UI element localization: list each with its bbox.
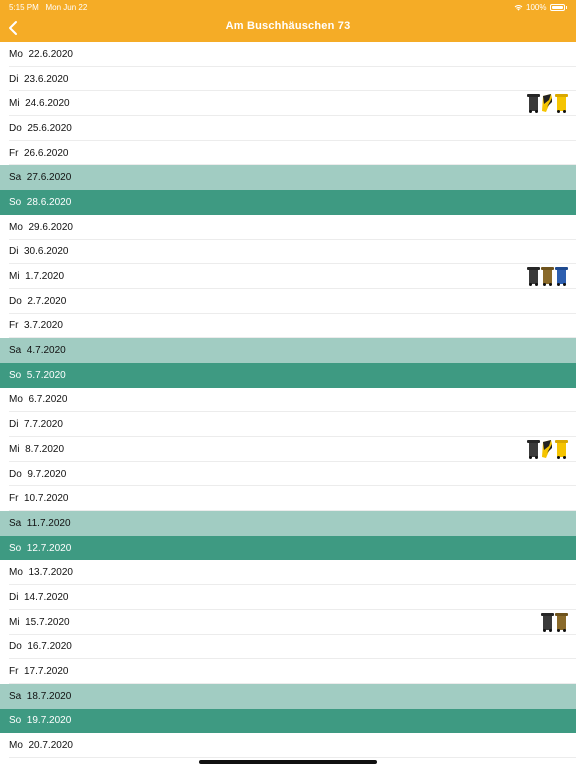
black-bin-icon bbox=[528, 440, 539, 459]
status-time: 5:15 PM bbox=[9, 3, 39, 12]
day-row[interactable] bbox=[0, 264, 576, 289]
collection-bins bbox=[542, 613, 567, 632]
day-row[interactable] bbox=[0, 67, 576, 92]
day-row[interactable] bbox=[0, 190, 576, 215]
day-row[interactable] bbox=[0, 141, 576, 166]
day-label: Fr 17.7.2020 bbox=[9, 666, 69, 678]
day-label: Di 14.7.2020 bbox=[9, 591, 69, 603]
day-row[interactable] bbox=[0, 388, 576, 413]
day-row[interactable] bbox=[0, 363, 576, 388]
day-row[interactable] bbox=[0, 240, 576, 265]
day-row[interactable] bbox=[0, 289, 576, 314]
status-date: Mon Jun 22 bbox=[45, 3, 88, 12]
day-label: So 28.6.2020 bbox=[9, 196, 72, 208]
day-label: Fr 3.7.2020 bbox=[9, 320, 63, 332]
day-label: Mo 6.7.2020 bbox=[9, 394, 68, 406]
day-label: Do 16.7.2020 bbox=[9, 641, 72, 653]
home-indicator[interactable] bbox=[199, 760, 377, 764]
collection-bins bbox=[528, 440, 567, 459]
yellow-bag-icon bbox=[542, 94, 553, 113]
day-label: So 19.7.2020 bbox=[9, 715, 72, 727]
day-label: Mi 1.7.2020 bbox=[9, 271, 65, 283]
day-label: Di 23.6.2020 bbox=[9, 73, 69, 85]
day-label: Sa 18.7.2020 bbox=[9, 690, 72, 702]
day-label: Mo 22.6.2020 bbox=[9, 48, 73, 60]
status-time-date bbox=[9, 3, 87, 12]
collection-bins bbox=[528, 267, 567, 286]
day-label: Sa 4.7.2020 bbox=[9, 345, 66, 357]
black-bin-icon bbox=[528, 94, 539, 113]
day-label: Do 25.6.2020 bbox=[9, 122, 72, 134]
day-label: So 5.7.2020 bbox=[9, 369, 66, 381]
day-label: Di 7.7.2020 bbox=[9, 419, 63, 431]
day-row[interactable] bbox=[0, 42, 576, 67]
brown-bin-icon bbox=[556, 613, 567, 632]
day-row[interactable] bbox=[0, 560, 576, 585]
black-bin-icon bbox=[542, 613, 553, 632]
day-row[interactable] bbox=[0, 412, 576, 437]
day-label: Sa 27.6.2020 bbox=[9, 172, 72, 184]
day-row[interactable] bbox=[0, 116, 576, 141]
day-label: Di 30.6.2020 bbox=[9, 246, 69, 258]
blue-bin-icon bbox=[556, 267, 567, 286]
day-row[interactable] bbox=[0, 91, 576, 116]
navigation-bar bbox=[0, 0, 576, 42]
wifi-icon bbox=[514, 4, 523, 11]
black-bin-icon bbox=[528, 267, 539, 286]
day-row[interactable] bbox=[0, 709, 576, 734]
day-label: Sa 11.7.2020 bbox=[9, 517, 71, 529]
day-label: Fr 26.6.2020 bbox=[9, 147, 69, 159]
day-label: Mi 15.7.2020 bbox=[9, 616, 70, 628]
day-row[interactable] bbox=[0, 486, 576, 511]
day-row[interactable] bbox=[0, 338, 576, 363]
day-row[interactable] bbox=[0, 511, 576, 536]
day-row[interactable] bbox=[0, 462, 576, 487]
day-row[interactable] bbox=[0, 635, 576, 660]
day-label: Mi 24.6.2020 bbox=[9, 98, 70, 110]
yellow-bin-icon bbox=[556, 94, 567, 113]
day-label: Mo 29.6.2020 bbox=[9, 221, 73, 233]
day-label: Mo 13.7.2020 bbox=[9, 567, 73, 579]
battery-tip bbox=[566, 6, 568, 9]
day-row[interactable] bbox=[0, 659, 576, 684]
day-row[interactable] bbox=[0, 165, 576, 190]
battery-icon bbox=[550, 4, 565, 11]
day-row[interactable] bbox=[0, 733, 576, 758]
yellow-bin-icon bbox=[556, 440, 567, 459]
calendar-day-list[interactable] bbox=[0, 42, 576, 758]
day-label: Do 2.7.2020 bbox=[9, 295, 67, 307]
day-row[interactable] bbox=[0, 585, 576, 610]
battery-percent: 100% bbox=[526, 3, 547, 12]
day-label: Fr 10.7.2020 bbox=[9, 493, 69, 505]
page-title: Am Buschhäuschen 73 bbox=[225, 20, 351, 32]
day-row[interactable] bbox=[0, 314, 576, 339]
day-label: Mi 8.7.2020 bbox=[9, 443, 65, 455]
day-row[interactable] bbox=[0, 684, 576, 709]
day-label: Mo 20.7.2020 bbox=[9, 740, 73, 752]
day-row[interactable] bbox=[0, 536, 576, 561]
day-row[interactable] bbox=[0, 610, 576, 635]
day-row[interactable] bbox=[0, 215, 576, 240]
collection-bins bbox=[528, 94, 567, 113]
day-label: Do 9.7.2020 bbox=[9, 468, 67, 480]
brown-bin-icon bbox=[542, 267, 553, 286]
yellow-bag-icon bbox=[542, 440, 553, 459]
day-row[interactable] bbox=[0, 437, 576, 462]
day-label: So 12.7.2020 bbox=[9, 542, 72, 554]
status-right bbox=[514, 3, 567, 12]
